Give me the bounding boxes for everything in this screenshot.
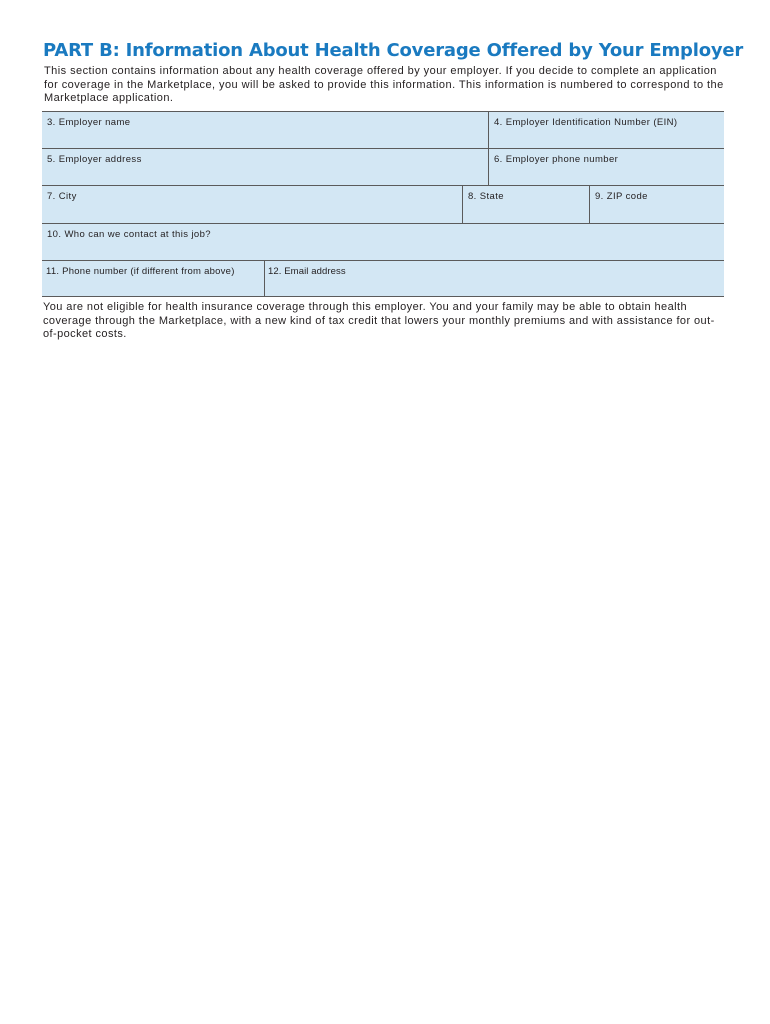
phone-number-field[interactable]: 11. Phone number (if different from above): [46, 266, 235, 277]
form-row-contact-details: [42, 261, 724, 297]
form-row-address: [42, 149, 724, 186]
employer-info-form: [42, 111, 724, 297]
form-row-employer: [42, 112, 724, 149]
employer-name-field[interactable]: 3. Employer name: [47, 117, 131, 128]
form-row-contact: [42, 224, 724, 261]
employer-address-field[interactable]: 5. Employer address: [47, 154, 142, 165]
ein-field[interactable]: 4. Employer Identification Number (EIN): [488, 112, 724, 148]
employer-phone-field[interactable]: 6. Employer phone number: [488, 149, 724, 185]
city-field[interactable]: 7. City: [47, 191, 77, 202]
eligibility-notice: You are not eligible for health insurance coverage through this employer. You and your family may be able to obtain health coverage through the Marketplace, with a new kind of tax credit that lowers your monthly premiums and with assistance for out-of-pocket costs.: [43, 301, 715, 340]
contact-person-field[interactable]: 10. Who can we contact at this job?: [47, 229, 211, 240]
form-row-location: [42, 186, 724, 224]
email-address-field[interactable]: 12. Email address: [264, 261, 724, 296]
zip-code-field[interactable]: 9. ZIP code: [589, 186, 724, 223]
intro-paragraph: This section contains information about any health coverage offered by your employer. If you decide to complete an application for coverage in the Marketplace, you will be asked to provide this information. This information is numbered to correspond to the Marketplace application.: [44, 65, 724, 104]
page-title: PART B: Information About Health Coverage Offered by Your Employer: [43, 40, 744, 61]
state-field[interactable]: 8. State: [462, 186, 589, 223]
